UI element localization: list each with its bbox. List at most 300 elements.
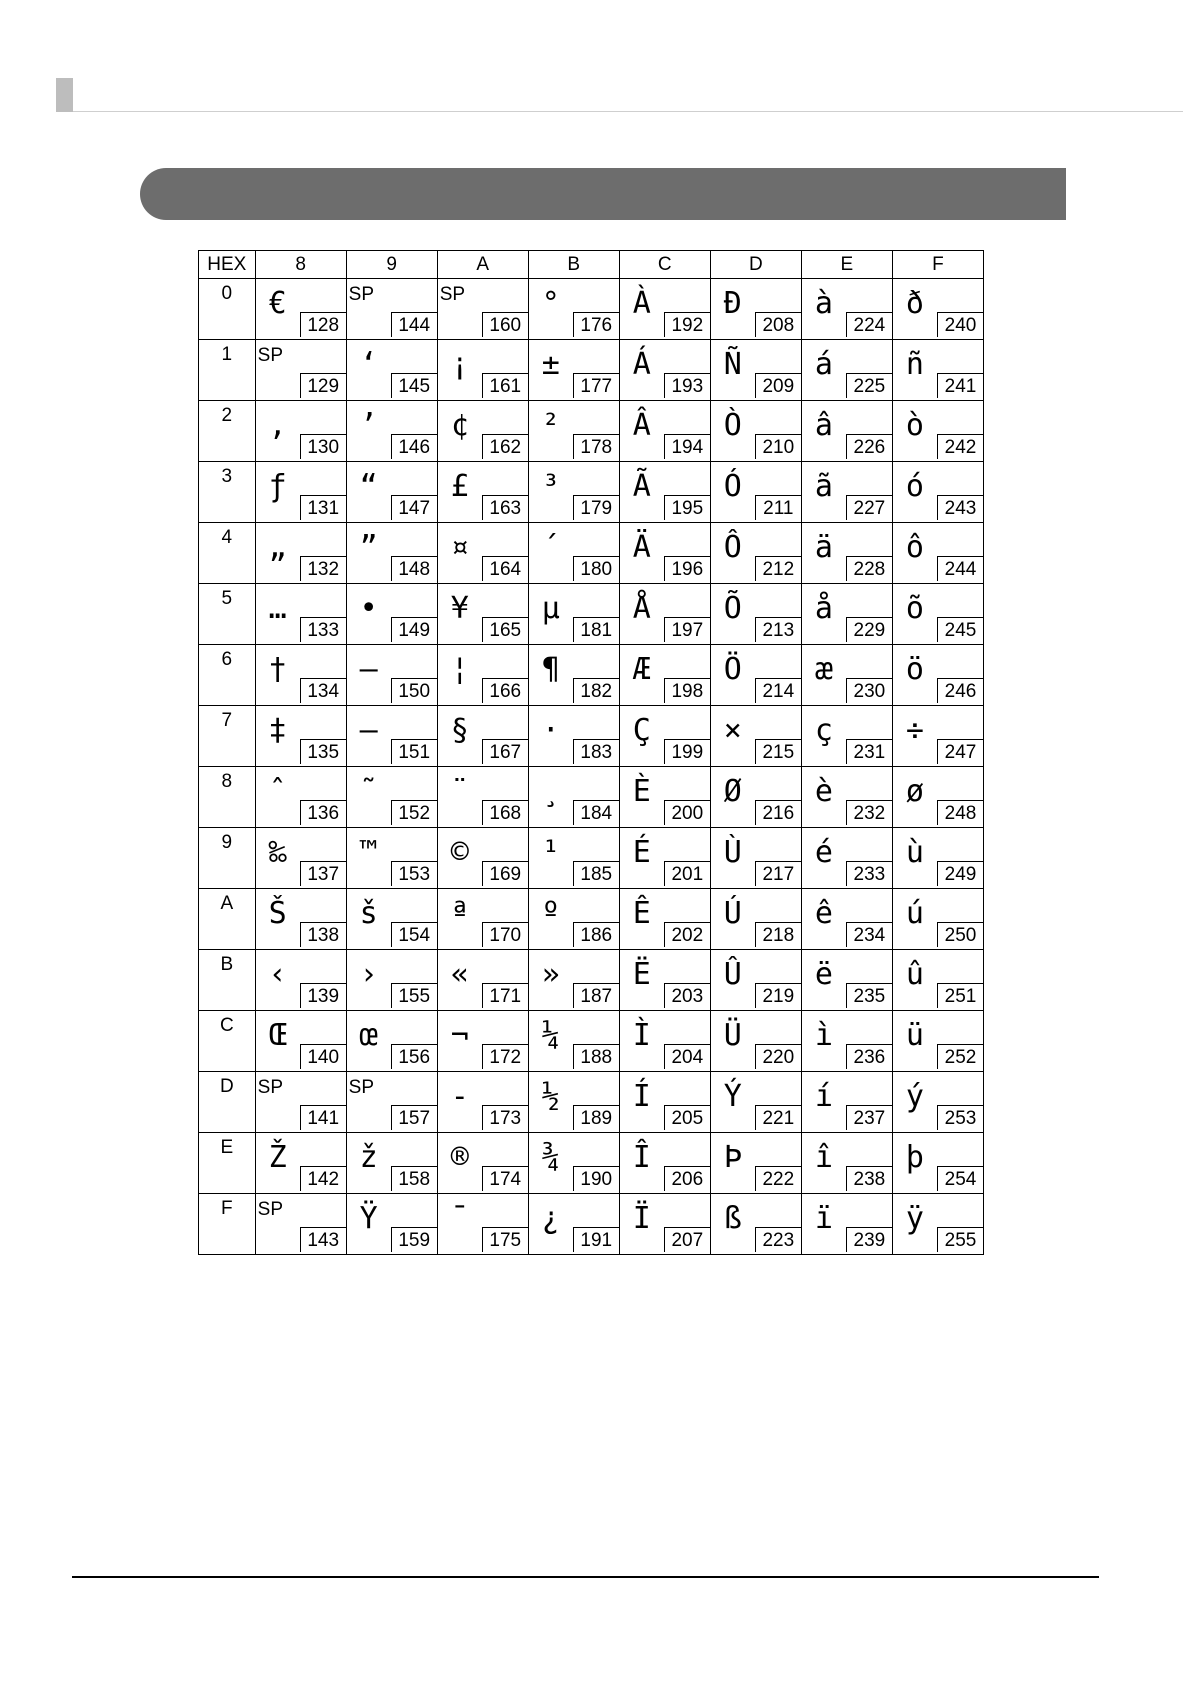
char-glyph: ±	[541, 347, 560, 382]
char-glyph: ð	[905, 286, 924, 321]
column-header: A	[437, 251, 528, 279]
section-title-bar	[140, 168, 1066, 220]
char-glyph: ‘	[359, 347, 378, 382]
char-glyph: «	[450, 957, 469, 992]
char-glyph: ¿	[541, 1201, 560, 1236]
char-cell	[892, 889, 983, 950]
decimal-code: 237	[846, 1105, 892, 1130]
decimal-code: 236	[846, 1044, 892, 1069]
char-cell	[801, 1194, 892, 1255]
char-glyph: â	[814, 408, 833, 443]
char-cell	[346, 706, 437, 767]
char-cell	[346, 1194, 437, 1255]
char-glyph: ¢	[450, 408, 469, 443]
char-cell	[710, 584, 801, 645]
char-cell	[437, 1072, 528, 1133]
char-glyph: ¬	[450, 1018, 469, 1053]
char-cell	[528, 1194, 619, 1255]
char-glyph: Ì	[632, 1018, 651, 1053]
char-cell	[710, 340, 801, 401]
decimal-code: 129	[300, 373, 346, 398]
char-glyph: †	[268, 652, 287, 687]
char-glyph: SP	[439, 284, 466, 305]
table-row	[199, 767, 984, 828]
char-cell	[528, 584, 619, 645]
char-glyph: §	[450, 713, 469, 748]
decimal-code: 216	[755, 800, 801, 825]
char-glyph: è	[814, 774, 833, 809]
char-cell	[619, 340, 710, 401]
row-hex-label: 6	[199, 645, 256, 706]
decimal-code: 190	[573, 1166, 619, 1191]
decimal-code: 210	[755, 434, 801, 459]
decimal-code: 142	[300, 1166, 346, 1191]
char-glyph: ü	[905, 1018, 924, 1053]
char-glyph: ¸	[541, 774, 560, 809]
table-row	[199, 279, 984, 340]
char-cell	[801, 279, 892, 340]
table-row	[199, 1011, 984, 1072]
char-glyph: •	[359, 591, 378, 626]
char-glyph: …	[268, 591, 287, 626]
char-cell	[528, 279, 619, 340]
decimal-code: 214	[755, 678, 801, 703]
char-glyph: „	[268, 530, 287, 565]
decimal-code: 154	[391, 922, 437, 947]
decimal-code: 177	[573, 373, 619, 398]
decimal-code: 156	[391, 1044, 437, 1069]
char-cell	[710, 1072, 801, 1133]
decimal-code: 244	[937, 556, 983, 581]
decimal-code: 169	[482, 861, 528, 886]
decimal-code: 150	[391, 678, 437, 703]
char-cell	[619, 889, 710, 950]
decimal-code: 175	[482, 1227, 528, 1252]
decimal-code: 186	[573, 922, 619, 947]
decimal-code: 155	[391, 983, 437, 1008]
char-glyph: SP	[257, 1199, 283, 1220]
decimal-code: 205	[664, 1105, 710, 1130]
row-hex-label: 1	[199, 340, 256, 401]
char-glyph: €	[268, 286, 287, 321]
char-cell	[437, 889, 528, 950]
char-cell	[437, 462, 528, 523]
table-header-row	[199, 251, 984, 279]
char-cell	[892, 584, 983, 645]
decimal-code: 168	[482, 800, 528, 825]
char-glyph: SP	[257, 1077, 283, 1098]
row-hex-label: 5	[199, 584, 256, 645]
char-glyph: Ó	[723, 469, 742, 504]
char-cell	[255, 706, 346, 767]
char-cell	[528, 645, 619, 706]
char-cell	[346, 340, 437, 401]
decimal-code: 134	[300, 678, 346, 703]
decimal-code: 192	[664, 312, 710, 337]
char-cell	[528, 401, 619, 462]
table-row	[199, 1194, 984, 1255]
char-glyph: Î	[632, 1140, 651, 1175]
char-cell	[346, 645, 437, 706]
char-glyph: °	[541, 286, 560, 321]
row-hex-label: 2	[199, 401, 256, 462]
decimal-code: 184	[573, 800, 619, 825]
char-glyph: Ø	[723, 774, 742, 809]
char-glyph: µ	[541, 591, 560, 626]
char-glyph: Ñ	[723, 347, 742, 382]
decimal-code: 193	[664, 373, 710, 398]
char-glyph: SP	[257, 345, 283, 366]
char-cell	[801, 523, 892, 584]
char-cell	[892, 1194, 983, 1255]
char-glyph: ®	[450, 1140, 469, 1175]
table-row	[199, 828, 984, 889]
char-cell	[801, 401, 892, 462]
decimal-code: 141	[300, 1105, 346, 1130]
char-cell	[346, 1133, 437, 1194]
char-cell	[619, 401, 710, 462]
char-cell	[619, 462, 710, 523]
decimal-code: 238	[846, 1166, 892, 1191]
char-cell	[892, 523, 983, 584]
char-cell	[619, 767, 710, 828]
char-cell	[528, 889, 619, 950]
row-hex-label: 4	[199, 523, 256, 584]
char-glyph: ‰	[268, 835, 287, 870]
char-cell	[619, 523, 710, 584]
char-cell	[437, 950, 528, 1011]
char-glyph: ì	[814, 1018, 833, 1053]
char-glyph: Û	[723, 957, 742, 992]
table-row	[199, 706, 984, 767]
char-glyph: ß	[723, 1201, 742, 1236]
char-cell	[619, 279, 710, 340]
char-glyph: á	[814, 347, 833, 382]
table-body	[199, 279, 984, 1255]
char-glyph: é	[814, 835, 833, 870]
char-glyph: —	[359, 713, 378, 748]
decimal-code: 178	[573, 434, 619, 459]
decimal-code: 242	[937, 434, 983, 459]
decimal-code: 179	[573, 495, 619, 520]
char-cell	[346, 889, 437, 950]
char-cell	[892, 706, 983, 767]
char-cell	[255, 1072, 346, 1133]
char-cell	[710, 706, 801, 767]
decimal-code: 233	[846, 861, 892, 886]
row-hex-label: 0	[199, 279, 256, 340]
char-glyph: ÷	[905, 713, 924, 748]
row-hex-label: 9	[199, 828, 256, 889]
page-marker	[56, 78, 73, 112]
char-cell	[437, 767, 528, 828]
char-glyph: Ë	[632, 957, 651, 992]
char-glyph: ‹	[268, 957, 287, 992]
decimal-code: 140	[300, 1044, 346, 1069]
char-cell	[528, 1011, 619, 1072]
decimal-code: 245	[937, 617, 983, 642]
char-glyph: ô	[905, 530, 924, 565]
decimal-code: 209	[755, 373, 801, 398]
char-glyph: Õ	[723, 591, 742, 626]
char-glyph: à	[814, 286, 833, 321]
char-cell	[801, 1072, 892, 1133]
char-cell	[346, 462, 437, 523]
decimal-code: 152	[391, 800, 437, 825]
table-row	[199, 1072, 984, 1133]
char-glyph: ‡	[268, 713, 287, 748]
char-cell	[437, 1133, 528, 1194]
char-cell	[255, 950, 346, 1011]
decimal-code: 219	[755, 983, 801, 1008]
decimal-code: 220	[755, 1044, 801, 1069]
decimal-code: 229	[846, 617, 892, 642]
decimal-code: 166	[482, 678, 528, 703]
decimal-code: 151	[391, 739, 437, 764]
char-glyph: ú	[905, 896, 924, 931]
decimal-code: 157	[391, 1105, 437, 1130]
char-cell	[619, 1194, 710, 1255]
decimal-code: 135	[300, 739, 346, 764]
char-glyph: ·	[541, 713, 560, 748]
char-cell	[801, 889, 892, 950]
char-cell	[710, 1133, 801, 1194]
char-cell	[528, 1072, 619, 1133]
char-cell	[619, 1133, 710, 1194]
char-glyph: ø	[905, 774, 924, 809]
decimal-code: 171	[482, 983, 528, 1008]
table-row	[199, 889, 984, 950]
decimal-code: 128	[300, 312, 346, 337]
char-cell	[528, 340, 619, 401]
decimal-code: 162	[482, 434, 528, 459]
decimal-code: 160	[482, 312, 528, 337]
char-glyph: ³	[541, 469, 560, 504]
table-row	[199, 950, 984, 1011]
char-glyph: À	[632, 286, 651, 321]
decimal-code: 246	[937, 678, 983, 703]
char-glyph: Þ	[723, 1140, 742, 1175]
decimal-code: 130	[300, 434, 346, 459]
decimal-code: 250	[937, 922, 983, 947]
decimal-code: 174	[482, 1166, 528, 1191]
decimal-code: 136	[300, 800, 346, 825]
char-glyph: ¥	[450, 591, 469, 626]
char-glyph: ¾	[541, 1140, 560, 1175]
char-glyph: Ù	[723, 835, 742, 870]
char-cell	[892, 340, 983, 401]
char-glyph: ï	[814, 1201, 833, 1236]
decimal-code: 181	[573, 617, 619, 642]
decimal-code: 200	[664, 800, 710, 825]
decimal-code: 234	[846, 922, 892, 947]
decimal-code: 255	[937, 1227, 983, 1252]
char-cell	[255, 645, 346, 706]
row-hex-label: F	[199, 1194, 256, 1255]
char-cell	[619, 828, 710, 889]
char-cell	[346, 401, 437, 462]
char-cell	[892, 767, 983, 828]
char-cell	[528, 828, 619, 889]
header-rule	[73, 111, 1183, 112]
decimal-code: 206	[664, 1166, 710, 1191]
char-cell	[801, 767, 892, 828]
char-glyph: õ	[905, 591, 924, 626]
char-glyph: š	[359, 896, 378, 931]
decimal-code: 248	[937, 800, 983, 825]
char-cell	[710, 1011, 801, 1072]
decimal-code: 167	[482, 739, 528, 764]
char-glyph: Ï	[632, 1201, 651, 1236]
row-hex-label: 7	[199, 706, 256, 767]
char-glyph: Â	[632, 408, 651, 443]
decimal-code: 251	[937, 983, 983, 1008]
char-glyph: Ö	[723, 652, 742, 687]
table-row	[199, 462, 984, 523]
char-glyph: ¤	[450, 530, 469, 565]
char-glyph: Å	[632, 591, 651, 626]
char-glyph: “	[359, 469, 378, 504]
char-cell	[528, 950, 619, 1011]
decimal-code: 217	[755, 861, 801, 886]
char-glyph: –	[359, 652, 378, 687]
char-glyph: ²	[541, 408, 560, 443]
char-cell	[892, 1072, 983, 1133]
decimal-code: 202	[664, 922, 710, 947]
char-glyph: SP	[348, 284, 375, 305]
char-glyph: ›	[359, 957, 378, 992]
char-cell	[710, 767, 801, 828]
decimal-code: 180	[573, 556, 619, 581]
decimal-code: 188	[573, 1044, 619, 1069]
char-cell	[255, 584, 346, 645]
char-glyph: ’	[359, 408, 378, 443]
decimal-code: 173	[482, 1105, 528, 1130]
decimal-code: 132	[300, 556, 346, 581]
char-glyph: º	[541, 896, 560, 931]
decimal-code: 208	[755, 312, 801, 337]
decimal-code: 176	[573, 312, 619, 337]
decimal-code: 198	[664, 678, 710, 703]
table-row	[199, 340, 984, 401]
char-glyph: ”	[359, 530, 378, 565]
char-cell	[892, 1011, 983, 1072]
char-glyph: ç	[814, 713, 833, 748]
char-glyph: £	[450, 469, 469, 504]
decimal-code: 133	[300, 617, 346, 642]
char-cell	[255, 767, 346, 828]
char-cell	[710, 462, 801, 523]
char-glyph: ™	[359, 835, 378, 870]
char-cell	[801, 1011, 892, 1072]
char-glyph: Œ	[268, 1018, 287, 1053]
decimal-code: 146	[391, 434, 437, 459]
char-glyph: Á	[632, 347, 651, 382]
decimal-code: 148	[391, 556, 437, 581]
char-cell	[255, 523, 346, 584]
char-glyph: Ô	[723, 530, 742, 565]
char-cell	[892, 462, 983, 523]
table-row	[199, 401, 984, 462]
char-glyph: Ä	[632, 530, 651, 565]
row-hex-label: C	[199, 1011, 256, 1072]
char-cell	[346, 584, 437, 645]
char-glyph: ¯	[450, 1201, 469, 1236]
char-cell	[710, 889, 801, 950]
char-cell	[437, 1194, 528, 1255]
char-glyph: î	[814, 1140, 833, 1175]
char-cell	[346, 950, 437, 1011]
char-cell	[255, 1133, 346, 1194]
decimal-code: 204	[664, 1044, 710, 1069]
char-cell	[801, 950, 892, 1011]
decimal-code: 239	[846, 1227, 892, 1252]
decimal-code: 195	[664, 495, 710, 520]
decimal-code: 221	[755, 1105, 801, 1130]
decimal-code: 137	[300, 861, 346, 886]
column-header: B	[528, 251, 619, 279]
decimal-code: 153	[391, 861, 437, 886]
decimal-code: 144	[391, 312, 437, 337]
column-header: 8	[255, 251, 346, 279]
char-glyph: ¦	[450, 652, 469, 687]
decimal-code: 159	[391, 1227, 437, 1252]
decimal-code: 252	[937, 1044, 983, 1069]
char-cell	[528, 1133, 619, 1194]
decimal-code: 183	[573, 739, 619, 764]
char-glyph: ù	[905, 835, 924, 870]
decimal-code: 230	[846, 678, 892, 703]
char-cell	[255, 340, 346, 401]
column-header: C	[619, 251, 710, 279]
char-cell	[437, 279, 528, 340]
char-glyph: ˜	[359, 774, 378, 809]
char-cell	[437, 523, 528, 584]
column-header: E	[801, 251, 892, 279]
char-glyph: »	[541, 957, 560, 992]
row-hex-label: E	[199, 1133, 256, 1194]
char-cell	[619, 584, 710, 645]
char-cell	[255, 889, 346, 950]
char-cell	[710, 1194, 801, 1255]
char-glyph: ò	[905, 408, 924, 443]
row-hex-label: 8	[199, 767, 256, 828]
char-cell	[528, 462, 619, 523]
row-hex-label: D	[199, 1072, 256, 1133]
char-cell	[801, 706, 892, 767]
char-glyph: ´	[541, 530, 560, 565]
decimal-code: 240	[937, 312, 983, 337]
decimal-code: 232	[846, 800, 892, 825]
char-glyph: ä	[814, 530, 833, 565]
decimal-code: 196	[664, 556, 710, 581]
decimal-code: 182	[573, 678, 619, 703]
char-cell	[619, 1011, 710, 1072]
char-glyph: û	[905, 957, 924, 992]
decimal-code: 211	[755, 495, 801, 520]
character-code-table	[198, 250, 984, 1255]
char-cell	[346, 523, 437, 584]
decimal-code: 165	[482, 617, 528, 642]
char-cell	[437, 584, 528, 645]
char-cell	[255, 401, 346, 462]
char-cell	[255, 828, 346, 889]
char-cell	[710, 279, 801, 340]
decimal-code: 224	[846, 312, 892, 337]
char-cell	[801, 584, 892, 645]
char-glyph: È	[632, 774, 651, 809]
char-cell	[346, 828, 437, 889]
